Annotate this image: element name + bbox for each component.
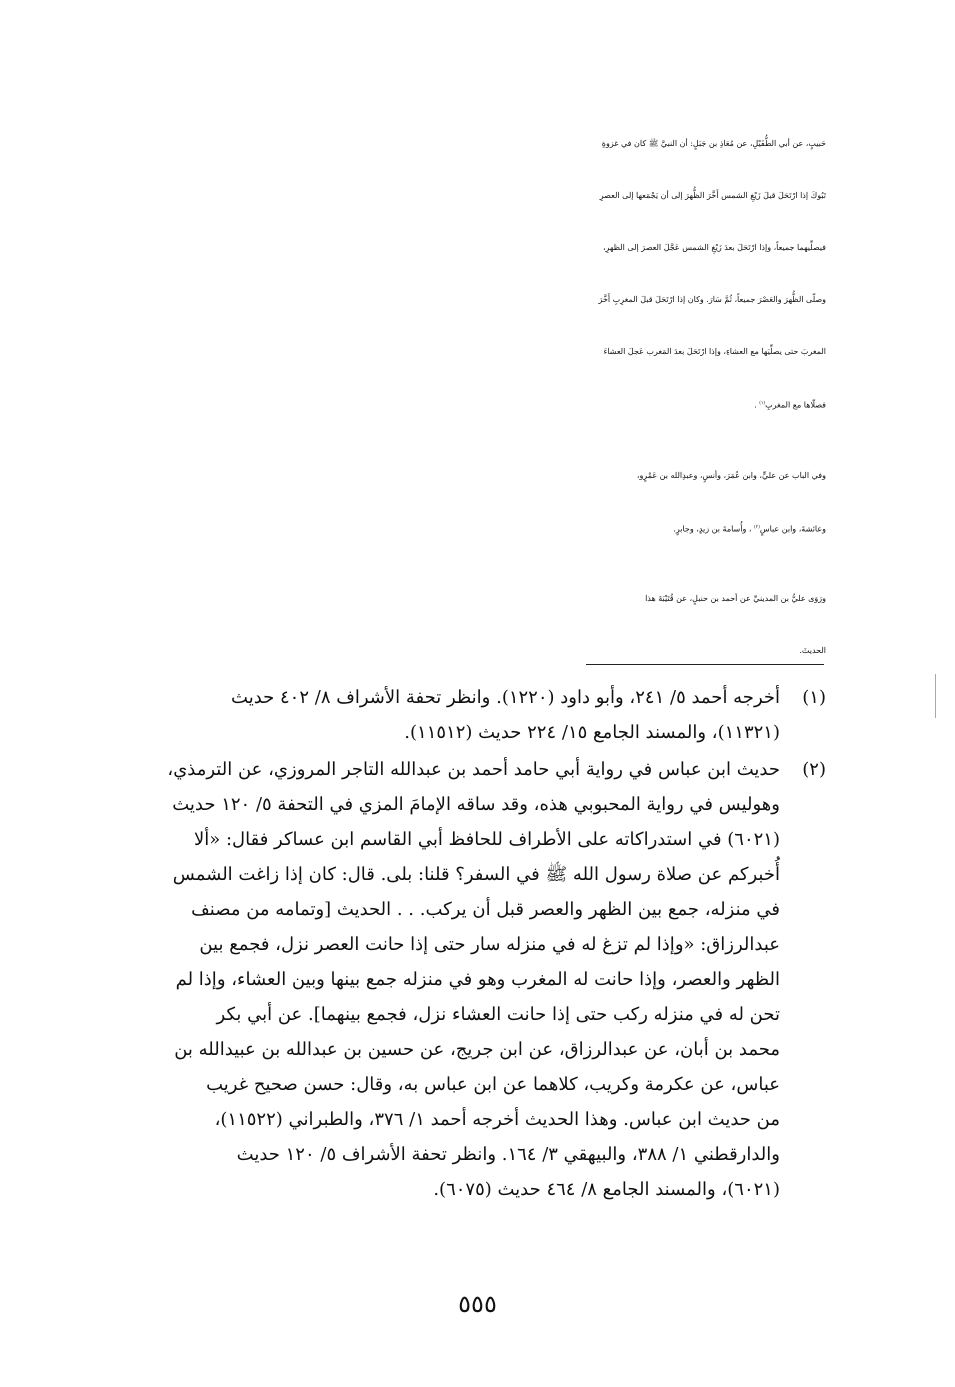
footnote-line: محمد بن أبان، عن عبدالرزاق، عن ابن جريج، عن حسين بن عبدالله بن عبيدالله بن bbox=[174, 1039, 780, 1060]
footnote-line: في منزله، جمع بين الظهر والعصر قبل أن يركب. . . الحديث [وتمامه من مصنف bbox=[191, 899, 780, 920]
footnote-line: من حديث ابن عباس. وهذا الحديث أخرجه أحمد ١/ ٣٧٦، والطبراني (١١٥٢٢)، bbox=[214, 1109, 780, 1130]
footnote-2 bbox=[108, 752, 826, 1207]
footnote-line: أخرجه أحمد ٥/ ٢٤١، وأبو داود (١٢٢٠). وانظر تحفة الأشراف ٨/ ٤٠٢ حديث bbox=[231, 687, 780, 708]
text-line: المغربَ حتى يصلِّيَها مع العشاءِ، وإذا ارْتَحَلَ بعدَ المَغرب عَجلَ العشاءَ bbox=[603, 347, 826, 356]
footnote-line: عباس، عن عكرمة وكريب، كلاهما عن ابن عباس به، وقال: حسن صحيح غريب bbox=[206, 1074, 780, 1095]
text-line: وفي الباب عن عليٍّ، وابن عُمَرَ، وأنسٍ، وعبدِالله بن عَمْرٍو، bbox=[636, 470, 826, 480]
paragraph-2 bbox=[108, 450, 826, 556]
footnote-ref-2: (٢) bbox=[754, 524, 760, 530]
page-number: ٥٥٥ bbox=[458, 1290, 497, 1318]
footnote-1 bbox=[108, 680, 826, 750]
text-fragment: وعائشةَ، وابن عباسٍ bbox=[759, 524, 826, 534]
footnote-line: أُخبركم عن صلاة رسول الله ﷺ في السفر؟ قلنا: بلى. قال: كان إذا زاغت الشمس bbox=[172, 864, 780, 885]
footnote-number: (١) bbox=[802, 687, 826, 708]
text-line-last bbox=[108, 378, 826, 432]
paragraph-3 bbox=[108, 573, 826, 677]
main-text bbox=[108, 118, 826, 695]
text-fragment: فصلّاها مع المغربِ bbox=[765, 400, 826, 410]
text-line: فيصلِّيهما جميعاً، وإذا ارْتَحَلَ بعدَ زَيْغِ الشمس عَجَّلَ العصرَ إلى الظهرِ، bbox=[602, 243, 826, 252]
paragraph-1 bbox=[108, 118, 826, 432]
footnote-line: (٦٠٢١) في استدراكاته على الأطراف للحافظ أبي القاسم ابن عساكر فقال: «ألا bbox=[193, 829, 780, 850]
text-line: وصلّى الظُّهرَ والعَصْرَ جميعاً، ثُمَّ سَارَ. وكان إذا ارْتَحَلَ قبلَ المغرِبِ أَخَّرَ bbox=[598, 295, 826, 304]
footnote-ref-1: (١) bbox=[759, 401, 766, 406]
footnote-number: (٢) bbox=[802, 759, 826, 780]
footnote-line: والدارقطني ١/ ٣٨٨، والبيهقي ٣/ ١٦٤. وانظر تحفة الأشراف ٥/ ١٢٠ حديث bbox=[236, 1144, 780, 1165]
text-line-last bbox=[108, 502, 826, 556]
text-line: ورَوَى عليُّ بن المدينيِّ عن أحمد بن حنبلٍ، عن قُتَيْبَةَ هذا bbox=[645, 594, 826, 604]
text-line: الحديثَ. bbox=[799, 646, 826, 656]
text-fragment: . bbox=[754, 400, 760, 410]
footnote-line: (٦٠٢١)، والمسند الجامع ٨/ ٤٦٤ حديث (٦٠٧٥). bbox=[433, 1179, 780, 1200]
footnote-line: حديث ابن عباس في رواية أبي حامد أحمد بن عبدالله التاجر المروزي، عن الترمذي، bbox=[167, 759, 780, 780]
footnote-divider bbox=[586, 664, 824, 665]
text-fragment: ، وأُسامةَ بن زيدٍ، وجابرٍ. bbox=[673, 524, 755, 534]
scan-margin-mark bbox=[935, 674, 936, 718]
footnote-line: الظهر والعصر، وإذا حانت له المغرب وهو في منزله جمع بينها وبين العشاء، وإذا لم bbox=[175, 969, 780, 990]
text-line: تَبُوكَ إذا ارْتَحَلَ قبلَ زَيْغِ الشمس أَخَّرَ الظُّهرَ إلى أن يَجْمَعها إلى العصرِ bbox=[599, 191, 826, 200]
footnote-line: وهوليس في رواية المحبوبي هذه، وقد ساقه الإمامَ المزي في التحفة ٥/ ١٢٠ حديث bbox=[172, 794, 780, 815]
footnote-line: (١١٣٢١)، والمسند الجامع ١٥/ ٢٢٤ حديث (١١٥١٢). bbox=[404, 722, 780, 743]
footnote-line: تحن له في منزله ركب حتى إذا حانت العشاء نزل، فجمع بينهما]. عن أبي بكر bbox=[216, 1004, 780, 1025]
text-line: حَبيبٍ، عن أبي الطُّفَيْلِ، عن مُعَاذِ بن جَبَلٍ: أن النبيَّ ﷺ كان في غزوةِ bbox=[601, 139, 826, 148]
footnote-line: عبدالرزاق: «وإذا لم تزغ له في منزله سار حتى إذا حانت العصر نزل، فجمع بين bbox=[199, 934, 780, 955]
footnotes bbox=[108, 680, 826, 1209]
